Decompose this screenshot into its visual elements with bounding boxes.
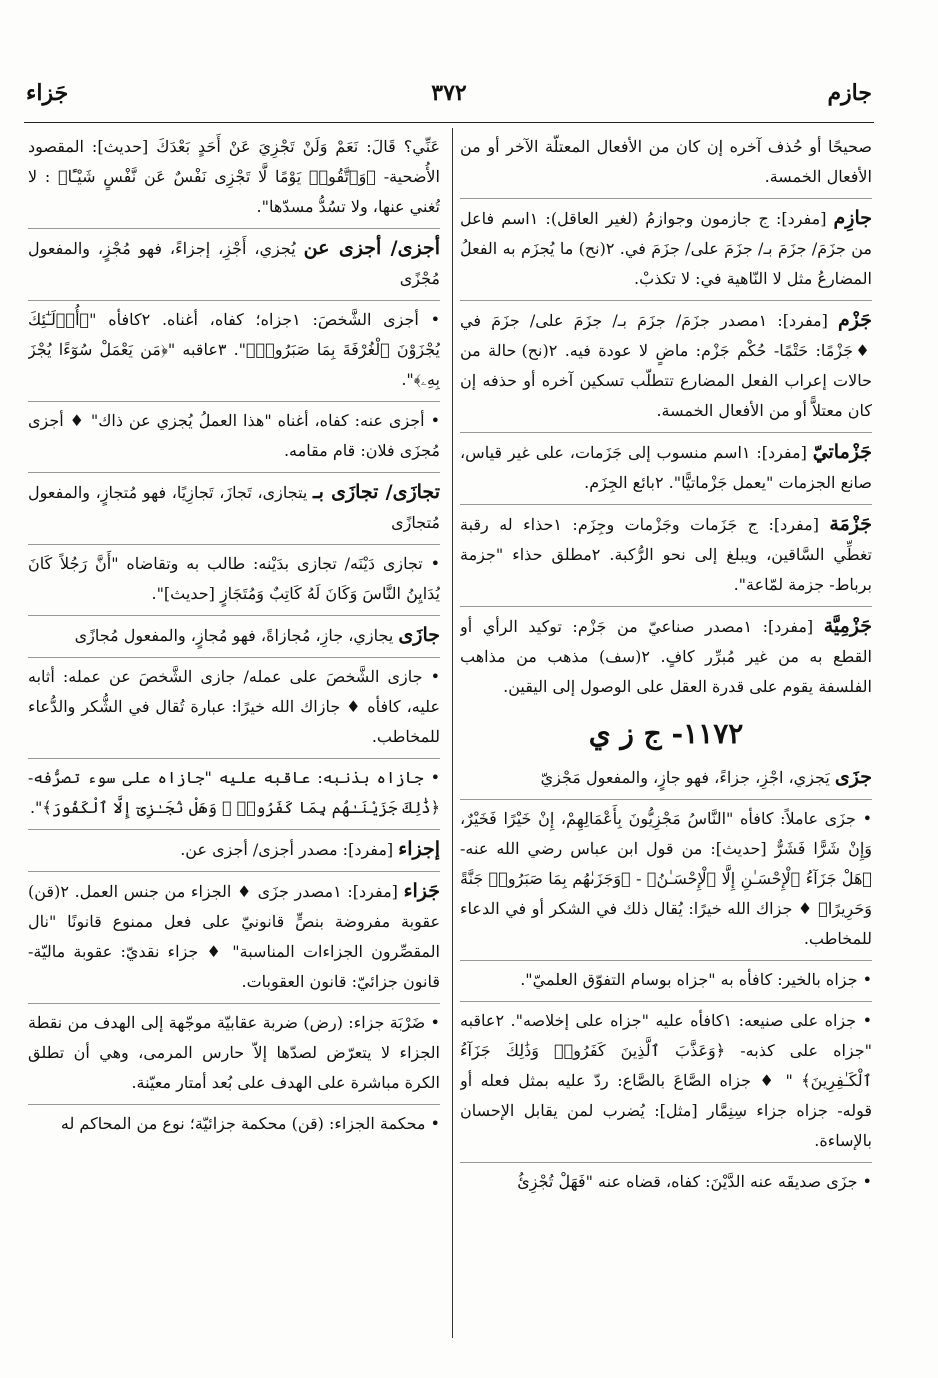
entry-definition: • تجازى دَيْنَه/ تجازى بدَيْنه: طالب به وتقاضاه "أَنَّ رَجُلاً كَانَ يُدَايِنُ النَّاسَ وَكَانَ لَهُ كَاتِبٌ وَمُتَجَازٍ [حديث]". [28,554,440,603]
entry-definition: صحيحًا أو حُذف آخره إن كان من الأفعال المعتلّة الآخر أو من الأفعال الخمسة. [460,137,872,186]
dictionary-entry [460,762,872,793]
dictionary-entry [28,132,440,222]
dictionary-entry [28,300,440,395]
dictionary-entry [460,1001,872,1156]
entry-definition: • جزَى صديقَه عنه الدَّيْنَ: كفاه، قضاه عنه "فَهَلْ تُجْزِئُ [517,1172,872,1191]
dictionary-entry [28,544,440,609]
entry-definition: [مفرد]: ١مصدر جزَمَ/ جزَمَ بـ/ جزَمَ على/ جزَمَ في ♦جَزْمًا: حَتْمًا- حُكْم جَزْم: ماضٍ لا عودة فيه. ٢(نح) حالة من حالات إعراب الفعل المضارع تتطلّب تسكين آخره أو حذفه إن كان معتلاًّ أو من الأفعال الخمسة. [460,311,872,420]
dictionary-entry [460,198,872,294]
column-divider [452,128,453,1338]
entry-headword: جَزاء [403,880,440,902]
dictionary-entry [460,799,872,954]
dictionary-entry [28,758,440,823]
page-number: ٣٧٢ [431,80,467,106]
dictionary-entry [28,228,440,294]
entry-definition: • جزاه على صنيعه: ١كافأه عليه "جزاه على إخلاصه". ٢عاقبه "جزاه على كذبه- ﴿وَعَذَّبَ ٱلَّذِينَ كَفَرُوا۟ وَذَٰلِكَ جَزَآءُ ٱلْكَـٰفِرِينَ﴾ " ♦ جزاه الصَّاعَ بالصَّاع: ردّ عليه بمثل فعله أو قوله- جزاه جزاء سِنِمَّار [مثل]: يُضرب لمن يقابل الإحسان بالإساءة. [460,1011,872,1150]
entry-definition: عَنِّي؟ قَالَ: نَعَمْ وَلَنْ تَجْزِيَ عَنْ أَحَدٍ بَعْدَكَ [حديث]: المقصود الأُضحية- ﴿وَٱتَّقُوا۟ يَوْمًا لَّا تَجْزِى نَفْسٌ عَن نَّفْسٍ شَيْـًٔا﴾ : لا تُغني عنها، ولا تسُدُّ مسدّها". [28,137,440,216]
dictionary-entry [460,960,872,995]
left-column [28,132,440,1342]
entry-definition: • جزَى عاملاً: كافأه "النَّاسُ مَجْزِيُّونَ بِأَعْمَالِهِمْ، إِنْ خَيْرًا فَخَيْرٌ، وَإِنْ شَرًّا فَشَرٌّ [حديث]: من قول ابن عباس رضي الله عنه- ﴿هَلْ جَزَآءُ ٱلْإِحْسَـٰنِ إِلَّا ٱلْإِحْسَـٰنُ﴾ - ﴿وَجَزَىٰهُم بِمَا صَبَرُوا۟ جَنَّةً وَحَرِيرًا﴾ ♦ جزاك الله خيرًا: يُقال ذلك في الشكر أو في الدعاء للمخاطب. [460,809,872,948]
dictionary-entry [460,300,872,426]
entry-headword: جزَى [834,766,872,788]
entry-definition: • أجزى عنه: كفاه، أغناه "هذا العملُ يُجزي عن ذاك" ♦ أجزى مُجزَى فلان: قام مقامه. [28,411,440,460]
dictionary-entry [460,504,872,600]
entry-headword: جَزْم [838,309,872,331]
dictionary-entry [460,132,872,192]
entry-headword: جَزْمِيَّة [823,615,872,637]
dictionary-entry [28,1104,440,1139]
entry-definition: • ضَرْبَة جزاء: (رض) ضربة عقابيّة موجّهة إلى الهدف من نقطة الجزاء لا يتعرّض لصدّها إلاّ حارس المرمى، وهي أن تطلق الكرة مباشرة على الهدف على بُعد أمتار معيّنة. [28,1013,440,1092]
page-header [26,80,872,120]
right-column [460,132,872,1342]
root-heading: ١١٧٢- ج ز ي [588,717,744,750]
entry-definition: • جازى الشَّخصَ على عمله/ جازى الشَّخصَ عن عمله: أثابه عليه، كافأه ♦ جازاك الله خيرًا: عبارة تُقال في الشُّكر والدُّعاء للمخاطب. [28,667,440,746]
entry-definition: [مفرد]: مصدر أجزى/ أجزى عن. [180,840,394,859]
entry-headword: جازَى [398,624,440,646]
entry-definition: [مفرد]: ج جازمون وجوازمُ (لغير العاقل): ١اسم فاعل من جزَمَ/ جزَمَ بـ/ جزَمَ على/ جزَمَ في. ٢(نح) ما يُجزَم به الفعلُ المضارعُ مثل لا النّاهية في: لا تكذبْ. [460,209,872,288]
entry-definition: يتجازى، تَجازَ، تَجازِيًا، فهو مُتجازٍ، والمفعول مُتجازًى [28,483,440,532]
entry-definition: [مفرد]: ١اسم منسوب إلى جَزَمات، على غير قياس، صانع الجزمات "يعمل جَزْماتيًّا". ٢بائع الجِزَم. [460,443,872,492]
header-guide-word-right: جازم [827,80,872,106]
entry-definition: يجازي، جازِ، مُجازاةً، فهو مُجازٍ، والمفعول مُجازًى [74,626,394,645]
dictionary-entry [460,432,872,498]
entry-definition: • جازاه بذنبه: عاقبه عليه "جازاه على سوء تصرُّفه- ﴿ذَٰلِكَ جَزَيْنَـٰهُم بِمَا كَفَرُوا۟ ۖ وَهَلْ نُجَـٰزِىٓ إِلَّا ٱلْكَفُورَ﴾". [28,768,440,817]
dictionary-entry [28,472,440,538]
entry-definition: يَجزي، اجْزِ، جزاءً، فهو جازٍ، والمفعول مَجْزيّ [540,768,830,787]
dictionary-entry [28,401,440,466]
entry-headword: جَزْمَة [829,513,872,535]
entry-definition: [مفرد]: ١مصدر صناعيّ من جَزْم: توكيد الرأي أو القطع به من غير مُبرِّر كافٍ. ٢(سف) مذهب من مذاهب الفلسفة يقوم على قدرة العقل على الوصول إلى اليقين. [460,617,872,696]
dictionary-entry [460,606,872,702]
entry-definition: • محكمة الجزاء: (قن) محكمة جزائيّة؛ نوع من المحاكم له [60,1114,440,1133]
entry-definition: يُجزي، أَجْزِ، إجزاءً، فهو مُجْزٍ، والمفعول مُجْزًى [28,239,440,288]
entry-definition: • أجزى الشَّخصَ: ١جزاه؛ كفاه، أغناه. ٢كافأه "﴿أُو۟لَـٰٓئِكَ يُجْزَوْنَ ٱلْغُرْفَةَ بِمَا صَبَرُوا۟﴾". ٣عاقبه "﴿مَن يَعْمَلْ سُوٓءًا يُجْزَ بِهِۦ﴾". [28,310,440,389]
entry-headword: إجزاء [398,838,440,860]
entry-headword: جَزْماتيّ [812,441,872,463]
dictionary-entry [28,657,440,752]
dictionary-entry [28,829,440,865]
entry-headword: تجازَى/ تجازَى بـ [313,481,440,503]
entry-headword: أجزى/ أجزى عن [303,237,440,259]
dictionary-entry [28,1003,440,1098]
entry-definition: [مفرد]: ج جَزَمات وجَزْمات وجِزَم: ١حذاء له رقبة تغطِّي السَّاقين، ويبلغ إلى نحو الرُّكبة. ٢مطلق حذاء "جزمة برباط- جزمة لمّاعة". [460,515,872,594]
entry-definition: [مفرد]: ١مصدر جزَى ♦ الجزاء من جنس العمل. ٢(قن) عقوبة مفروضة بنصٍّ قانونيّ على فعل ممنوع قانونًا "نال المقصِّرون الجزاءات المناسبة" ♦ جزاء نقديّ: عقوبة ماليّة- قانون جزائيّ: قانون العقوبات. [28,882,440,991]
dictionary-entry [460,1162,872,1197]
entry-headword: جازِم [833,207,872,229]
header-guide-word-left: جَزاء [26,80,69,106]
header-rule [24,122,874,123]
dictionary-entry [28,871,440,997]
dictionary-entry [28,615,440,651]
entry-definition: • جزاه بالخير: كافأه به "جزاه بوسام التفوّق العلميّ". [520,970,872,989]
